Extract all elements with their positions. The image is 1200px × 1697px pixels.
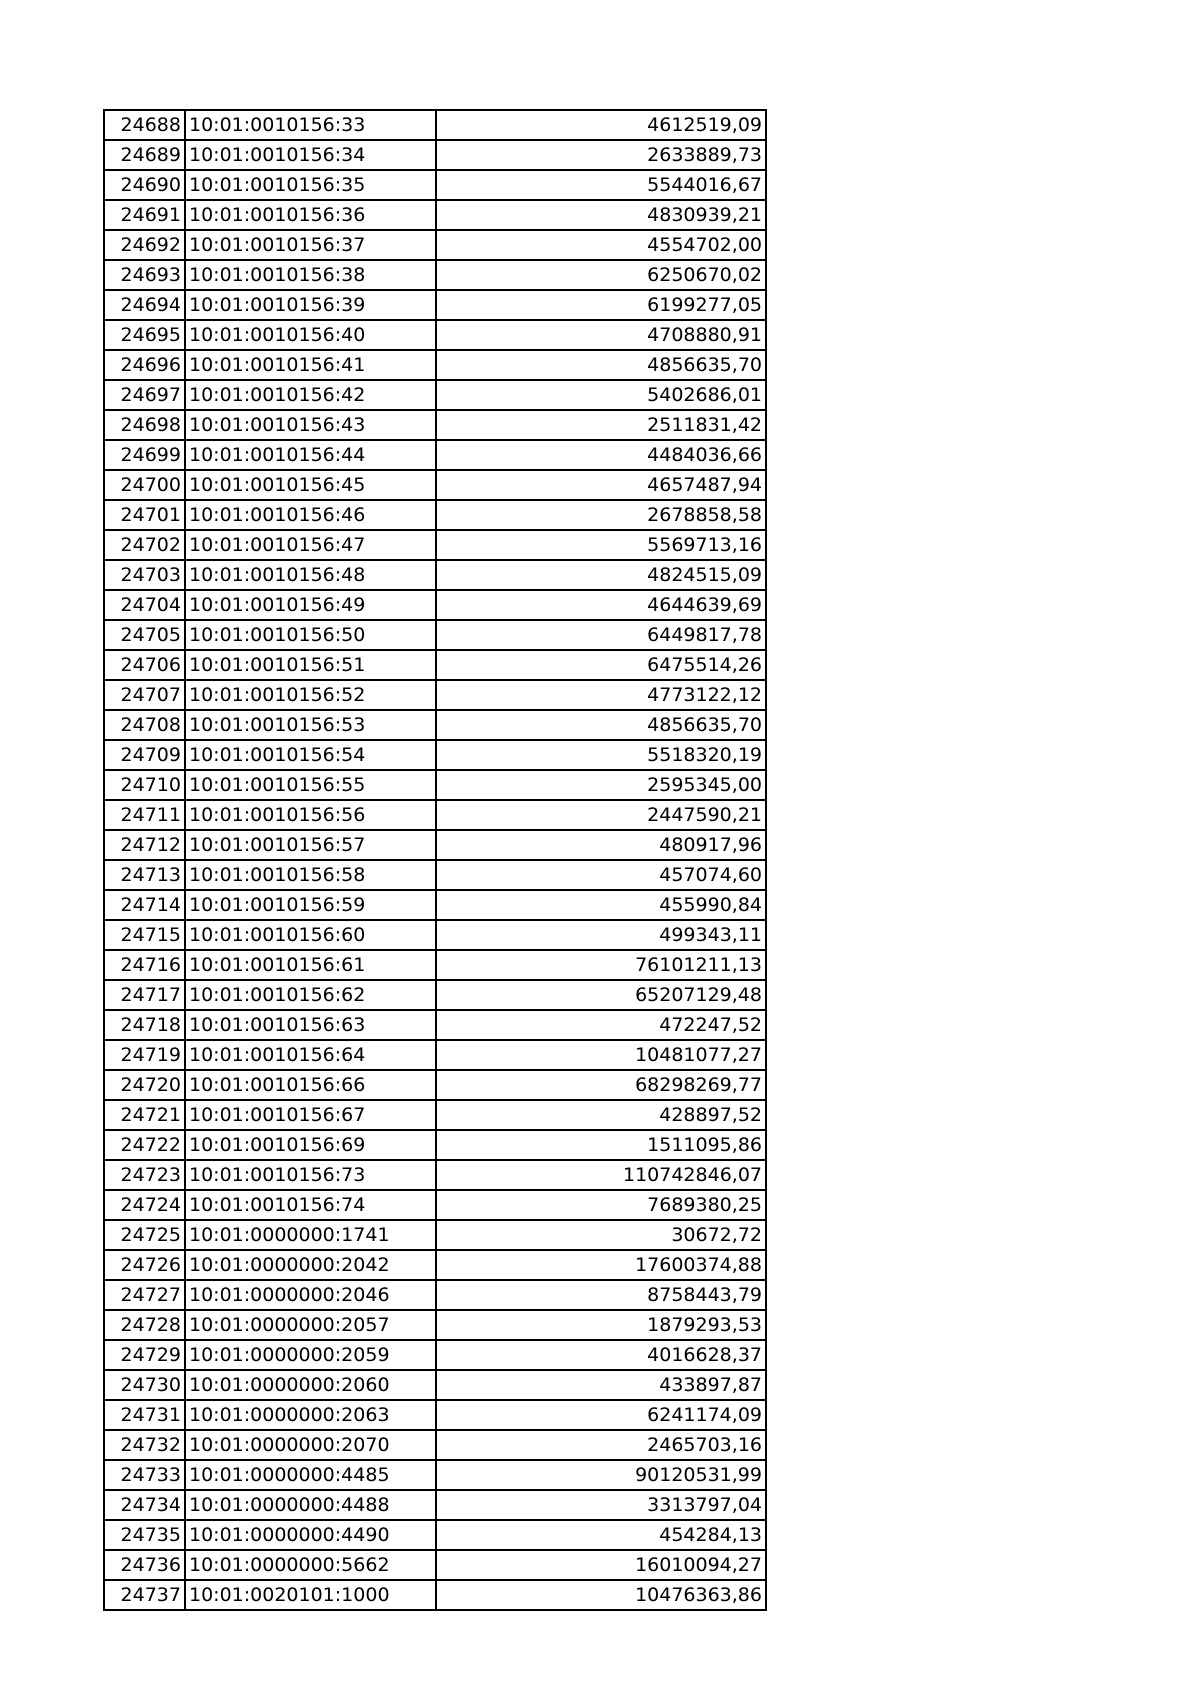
table-row bbox=[104, 1040, 766, 1070]
cadastral-number-cell: 10:01:0010156:55 bbox=[185, 770, 436, 800]
row-number-cell: 24725 bbox=[104, 1220, 185, 1250]
table-row bbox=[104, 770, 766, 800]
value-cell: 30672,72 bbox=[436, 1220, 766, 1250]
row-number-cell: 24726 bbox=[104, 1250, 185, 1280]
table-row bbox=[104, 1460, 766, 1490]
row-number-cell: 24718 bbox=[104, 1010, 185, 1040]
row-number-cell: 24708 bbox=[104, 710, 185, 740]
row-number-cell: 24706 bbox=[104, 650, 185, 680]
table-row bbox=[104, 560, 766, 590]
row-number-cell: 24723 bbox=[104, 1160, 185, 1190]
table-row bbox=[104, 140, 766, 170]
value-cell: 2447590,21 bbox=[436, 800, 766, 830]
cadastral-number-cell: 10:01:0020101:1000 bbox=[185, 1580, 436, 1610]
cadastral-number-cell: 10:01:0000000:2042 bbox=[185, 1250, 436, 1280]
row-number-cell: 24731 bbox=[104, 1400, 185, 1430]
value-cell: 5402686,01 bbox=[436, 380, 766, 410]
cadastral-number-cell: 10:01:0010156:43 bbox=[185, 410, 436, 440]
table-row bbox=[104, 800, 766, 830]
row-number-cell: 24704 bbox=[104, 590, 185, 620]
row-number-cell: 24722 bbox=[104, 1130, 185, 1160]
value-cell: 4016628,37 bbox=[436, 1340, 766, 1370]
table-row bbox=[104, 1280, 766, 1310]
table-row bbox=[104, 620, 766, 650]
cadastral-number-cell: 10:01:0010156:48 bbox=[185, 560, 436, 590]
row-number-cell: 24694 bbox=[104, 290, 185, 320]
row-number-cell: 24690 bbox=[104, 170, 185, 200]
value-cell: 4830939,21 bbox=[436, 200, 766, 230]
cadastral-number-cell: 10:01:0010156:45 bbox=[185, 470, 436, 500]
cadastral-number-cell: 10:01:0010156:50 bbox=[185, 620, 436, 650]
cadastral-number-cell: 10:01:0010156:42 bbox=[185, 380, 436, 410]
cadastral-number-cell: 10:01:0010156:34 bbox=[185, 140, 436, 170]
value-cell: 7689380,25 bbox=[436, 1190, 766, 1220]
value-cell: 90120531,99 bbox=[436, 1460, 766, 1490]
cadastral-number-cell: 10:01:0010156:73 bbox=[185, 1160, 436, 1190]
row-number-cell: 24688 bbox=[104, 110, 185, 140]
row-number-cell: 24712 bbox=[104, 830, 185, 860]
cadastral-number-cell: 10:01:0010156:57 bbox=[185, 830, 436, 860]
table-row bbox=[104, 1250, 766, 1280]
table-row bbox=[104, 950, 766, 980]
value-cell: 4824515,09 bbox=[436, 560, 766, 590]
row-number-cell: 24728 bbox=[104, 1310, 185, 1340]
table-row bbox=[104, 380, 766, 410]
cadastral-number-cell: 10:01:0010156:67 bbox=[185, 1100, 436, 1130]
value-cell: 17600374,88 bbox=[436, 1250, 766, 1280]
value-cell: 4773122,12 bbox=[436, 680, 766, 710]
row-number-cell: 24698 bbox=[104, 410, 185, 440]
cadastral-number-cell: 10:01:0010156:39 bbox=[185, 290, 436, 320]
value-cell: 68298269,77 bbox=[436, 1070, 766, 1100]
table-row bbox=[104, 860, 766, 890]
value-cell: 4708880,91 bbox=[436, 320, 766, 350]
row-number-cell: 24689 bbox=[104, 140, 185, 170]
row-number-cell: 24736 bbox=[104, 1550, 185, 1580]
cadastral-number-cell: 10:01:0010156:36 bbox=[185, 200, 436, 230]
value-cell: 433897,87 bbox=[436, 1370, 766, 1400]
row-number-cell: 24709 bbox=[104, 740, 185, 770]
cadastral-number-cell: 10:01:0000000:4490 bbox=[185, 1520, 436, 1550]
cadastral-value-table bbox=[103, 109, 767, 1611]
table-row bbox=[104, 1340, 766, 1370]
cadastral-number-cell: 10:01:0000000:2046 bbox=[185, 1280, 436, 1310]
cadastral-number-cell: 10:01:0000000:4488 bbox=[185, 1490, 436, 1520]
row-number-cell: 24727 bbox=[104, 1280, 185, 1310]
value-cell: 8758443,79 bbox=[436, 1280, 766, 1310]
table-row bbox=[104, 1220, 766, 1250]
value-cell: 4856635,70 bbox=[436, 710, 766, 740]
cadastral-number-cell: 10:01:0000000:5662 bbox=[185, 1550, 436, 1580]
table-body bbox=[104, 110, 766, 1610]
row-number-cell: 24716 bbox=[104, 950, 185, 980]
cadastral-number-cell: 10:01:0000000:2060 bbox=[185, 1370, 436, 1400]
table-row bbox=[104, 740, 766, 770]
cadastral-number-cell: 10:01:0010156:51 bbox=[185, 650, 436, 680]
cadastral-number-cell: 10:01:0010156:59 bbox=[185, 890, 436, 920]
table-row bbox=[104, 290, 766, 320]
cadastral-number-cell: 10:01:0010156:41 bbox=[185, 350, 436, 380]
table-row bbox=[104, 1580, 766, 1610]
cadastral-number-cell: 10:01:0010156:56 bbox=[185, 800, 436, 830]
cadastral-number-cell: 10:01:0010156:33 bbox=[185, 110, 436, 140]
table-row bbox=[104, 830, 766, 860]
row-number-cell: 24717 bbox=[104, 980, 185, 1010]
cadastral-number-cell: 10:01:0010156:44 bbox=[185, 440, 436, 470]
value-cell: 2511831,42 bbox=[436, 410, 766, 440]
table-row bbox=[104, 500, 766, 530]
cadastral-number-cell: 10:01:0010156:54 bbox=[185, 740, 436, 770]
row-number-cell: 24701 bbox=[104, 500, 185, 530]
row-number-cell: 24699 bbox=[104, 440, 185, 470]
value-cell: 457074,60 bbox=[436, 860, 766, 890]
table-row bbox=[104, 1550, 766, 1580]
value-cell: 472247,52 bbox=[436, 1010, 766, 1040]
cadastral-number-cell: 10:01:0010156:58 bbox=[185, 860, 436, 890]
row-number-cell: 24705 bbox=[104, 620, 185, 650]
value-cell: 499343,11 bbox=[436, 920, 766, 950]
row-number-cell: 24734 bbox=[104, 1490, 185, 1520]
value-cell: 1511095,86 bbox=[436, 1130, 766, 1160]
row-number-cell: 24697 bbox=[104, 380, 185, 410]
value-cell: 65207129,48 bbox=[436, 980, 766, 1010]
table-row bbox=[104, 260, 766, 290]
cadastral-number-cell: 10:01:0010156:60 bbox=[185, 920, 436, 950]
table-row bbox=[104, 1070, 766, 1100]
table-row bbox=[104, 1520, 766, 1550]
value-cell: 5518320,19 bbox=[436, 740, 766, 770]
row-number-cell: 24737 bbox=[104, 1580, 185, 1610]
cadastral-number-cell: 10:01:0010156:47 bbox=[185, 530, 436, 560]
table-row bbox=[104, 1490, 766, 1520]
value-cell: 3313797,04 bbox=[436, 1490, 766, 1520]
value-cell: 455990,84 bbox=[436, 890, 766, 920]
value-cell: 16010094,27 bbox=[436, 1550, 766, 1580]
table-row bbox=[104, 170, 766, 200]
value-cell: 4554702,00 bbox=[436, 230, 766, 260]
value-cell: 6199277,05 bbox=[436, 290, 766, 320]
row-number-cell: 24719 bbox=[104, 1040, 185, 1070]
cadastral-number-cell: 10:01:0010156:46 bbox=[185, 500, 436, 530]
table-row bbox=[104, 1130, 766, 1160]
cadastral-number-cell: 10:01:0010156:40 bbox=[185, 320, 436, 350]
cadastral-number-cell: 10:01:0000000:1741 bbox=[185, 1220, 436, 1250]
value-cell: 2633889,73 bbox=[436, 140, 766, 170]
table-row bbox=[104, 1100, 766, 1130]
table-row bbox=[104, 350, 766, 380]
value-cell: 2678858,58 bbox=[436, 500, 766, 530]
value-cell: 10476363,86 bbox=[436, 1580, 766, 1610]
cadastral-number-cell: 10:01:0010156:52 bbox=[185, 680, 436, 710]
value-cell: 6475514,26 bbox=[436, 650, 766, 680]
cadastral-number-cell: 10:01:0010156:37 bbox=[185, 230, 436, 260]
row-number-cell: 24735 bbox=[104, 1520, 185, 1550]
value-cell: 5569713,16 bbox=[436, 530, 766, 560]
value-cell: 110742846,07 bbox=[436, 1160, 766, 1190]
row-number-cell: 24693 bbox=[104, 260, 185, 290]
table-row bbox=[104, 680, 766, 710]
table-row bbox=[104, 410, 766, 440]
value-cell: 1879293,53 bbox=[436, 1310, 766, 1340]
table-row bbox=[104, 230, 766, 260]
table-row bbox=[104, 980, 766, 1010]
table-row bbox=[104, 1190, 766, 1220]
value-cell: 6449817,78 bbox=[436, 620, 766, 650]
row-number-cell: 24700 bbox=[104, 470, 185, 500]
table-row bbox=[104, 440, 766, 470]
table-row bbox=[104, 320, 766, 350]
row-number-cell: 24707 bbox=[104, 680, 185, 710]
cadastral-number-cell: 10:01:0010156:62 bbox=[185, 980, 436, 1010]
value-cell: 4484036,66 bbox=[436, 440, 766, 470]
cadastral-number-cell: 10:01:0010156:64 bbox=[185, 1040, 436, 1070]
table-row bbox=[104, 1400, 766, 1430]
row-number-cell: 24733 bbox=[104, 1460, 185, 1490]
row-number-cell: 24724 bbox=[104, 1190, 185, 1220]
table-row bbox=[104, 200, 766, 230]
table-row bbox=[104, 1310, 766, 1340]
value-cell: 10481077,27 bbox=[436, 1040, 766, 1070]
cadastral-number-cell: 10:01:0010156:66 bbox=[185, 1070, 436, 1100]
value-cell: 4644639,69 bbox=[436, 590, 766, 620]
value-cell: 4856635,70 bbox=[436, 350, 766, 380]
row-number-cell: 24711 bbox=[104, 800, 185, 830]
row-number-cell: 24691 bbox=[104, 200, 185, 230]
cadastral-number-cell: 10:01:0000000:2063 bbox=[185, 1400, 436, 1430]
table-row bbox=[104, 710, 766, 740]
cadastral-number-cell: 10:01:0010156:49 bbox=[185, 590, 436, 620]
row-number-cell: 24721 bbox=[104, 1100, 185, 1130]
cadastral-number-cell: 10:01:0000000:4485 bbox=[185, 1460, 436, 1490]
cadastral-number-cell: 10:01:0000000:2059 bbox=[185, 1340, 436, 1370]
value-cell: 2595345,00 bbox=[436, 770, 766, 800]
table-row bbox=[104, 1370, 766, 1400]
value-cell: 480917,96 bbox=[436, 830, 766, 860]
table-row bbox=[104, 470, 766, 500]
table-row bbox=[104, 650, 766, 680]
row-number-cell: 24710 bbox=[104, 770, 185, 800]
cadastral-number-cell: 10:01:0010156:53 bbox=[185, 710, 436, 740]
table-row bbox=[104, 920, 766, 950]
table-row bbox=[104, 1430, 766, 1460]
cadastral-number-cell: 10:01:0010156:69 bbox=[185, 1130, 436, 1160]
value-cell: 4657487,94 bbox=[436, 470, 766, 500]
row-number-cell: 24729 bbox=[104, 1340, 185, 1370]
cadastral-number-cell: 10:01:0010156:63 bbox=[185, 1010, 436, 1040]
row-number-cell: 24695 bbox=[104, 320, 185, 350]
table-row bbox=[104, 530, 766, 560]
row-number-cell: 24715 bbox=[104, 920, 185, 950]
table-row bbox=[104, 1010, 766, 1040]
cadastral-number-cell: 10:01:0010156:61 bbox=[185, 950, 436, 980]
row-number-cell: 24730 bbox=[104, 1370, 185, 1400]
value-cell: 428897,52 bbox=[436, 1100, 766, 1130]
row-number-cell: 24720 bbox=[104, 1070, 185, 1100]
row-number-cell: 24702 bbox=[104, 530, 185, 560]
table-row bbox=[104, 590, 766, 620]
value-cell: 454284,13 bbox=[436, 1520, 766, 1550]
cadastral-number-cell: 10:01:0010156:38 bbox=[185, 260, 436, 290]
row-number-cell: 24692 bbox=[104, 230, 185, 260]
row-number-cell: 24703 bbox=[104, 560, 185, 590]
value-cell: 5544016,67 bbox=[436, 170, 766, 200]
value-cell: 76101211,13 bbox=[436, 950, 766, 980]
row-number-cell: 24732 bbox=[104, 1430, 185, 1460]
value-cell: 6250670,02 bbox=[436, 260, 766, 290]
cadastral-number-cell: 10:01:0000000:2070 bbox=[185, 1430, 436, 1460]
value-cell: 6241174,09 bbox=[436, 1400, 766, 1430]
cadastral-number-cell: 10:01:0010156:35 bbox=[185, 170, 436, 200]
value-cell: 4612519,09 bbox=[436, 110, 766, 140]
row-number-cell: 24696 bbox=[104, 350, 185, 380]
row-number-cell: 24714 bbox=[104, 890, 185, 920]
table-row bbox=[104, 1160, 766, 1190]
cadastral-number-cell: 10:01:0000000:2057 bbox=[185, 1310, 436, 1340]
value-cell: 2465703,16 bbox=[436, 1430, 766, 1460]
row-number-cell: 24713 bbox=[104, 860, 185, 890]
cadastral-number-cell: 10:01:0010156:74 bbox=[185, 1190, 436, 1220]
table-row bbox=[104, 110, 766, 140]
table-row bbox=[104, 890, 766, 920]
